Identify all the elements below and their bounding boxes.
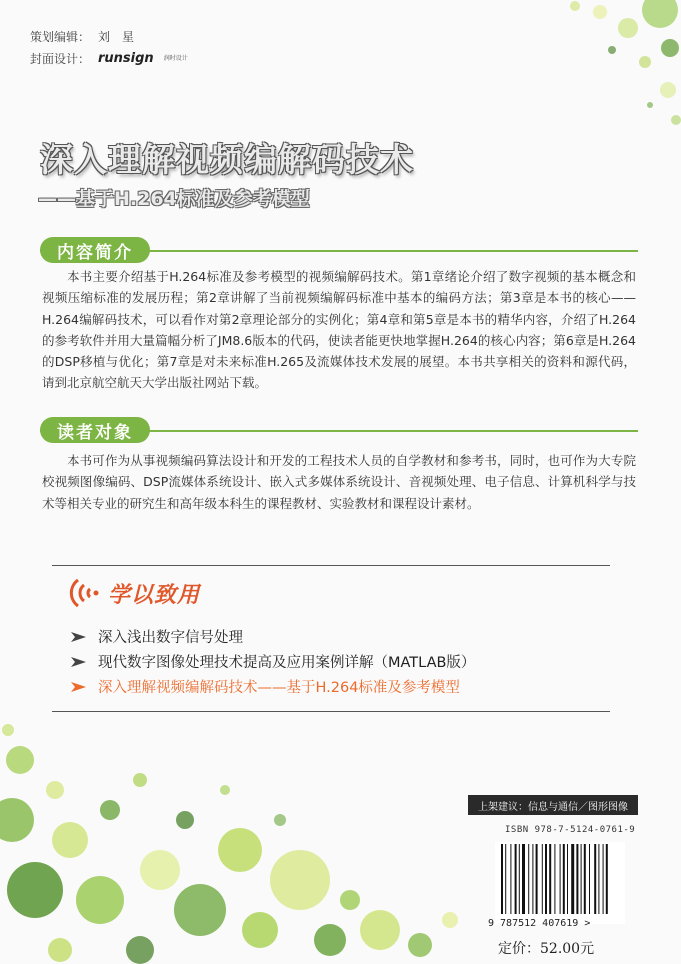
series-item [70,624,475,649]
series-item-label: 深入浅出数字信号处理 [98,630,243,646]
intro-label: 内容简介 [40,237,150,263]
credits [30,26,188,70]
series-item-label: 现代数字图像处理技术提高及应用案例详解（MATLAB版） [98,655,476,671]
book-title: 深入理解视频编解码技术 [40,140,414,179]
series-list [70,624,475,699]
signal-waves-icon [64,576,102,610]
series-item-label: 深入理解视频编解码技术——基于H.264标准及参考模型 [98,680,460,696]
audience-label: 读者对象 [40,417,150,443]
designer-logo: runsign [98,51,154,66]
isbn-text: ISBN 978-7-5124-0761-9 [505,825,636,835]
designer-logo-sub: 润时设计 [163,55,188,62]
book-subtitle: ——基于H.264标准及参考模型 [38,188,310,210]
editor-credit [30,26,188,48]
arrow-right-icon [70,681,88,693]
editor-name: 刘 星 [98,30,135,44]
designer-label: 封面设计： [30,52,91,66]
series-logo [64,576,200,610]
series-logo-text: 学以致用 [108,582,201,608]
barcode-graphic [495,842,625,918]
series-item-current [70,674,475,699]
arrow-right-icon [70,656,88,668]
series-box [52,565,610,712]
editor-label: 策划编辑： [30,30,91,44]
barcode [495,842,625,924]
arrow-right-icon [70,631,88,643]
series-item [70,649,475,674]
intro-text: 本书主要介绍基于H.264标准及参考模型的视频编解码技术。第1章绪论介绍了数字视频的基本概念和视频压缩标准的发展历程；第2章讲解了当前视频编解码标准中基本的编码方法；第3章是本书的核心——H.264编解码技术，可以看作对第2章理论部分的实例化；第4章和第5章是本书的精华内容，介绍了H.264的参考软件并用大量篇幅分析了JM8.6版本的代码，使读者能更快地掌握H.264的核心内容；第6章是H.264的DSP移植与优化；第7章是对未来标准H.265及流媒体技术发展的展望。本书共享相关的资料和源代码，请到北京航空航天大学出版社网站下载。 [42,269,636,391]
barcode-digits: 9 787512 407619 > [488,918,591,929]
audience-text: 本书可作为从事视频编码算法设计和开发的工程技术人员的自学教材和参考书，同时，也可作为大专院校视频图像编码、DSP流媒体系统设计、嵌入式多媒体系统设计、音视频处理、电子信息、计算机科学与技术等相关专业的研究生和高年级本科生的课程教材、实验教材和课程设计素材。 [42,453,636,511]
top-right-dots [570,0,681,125]
shelf-category: 上架建议：信息与通信／图形图像 [468,795,638,815]
designer-credit [30,48,188,70]
bottom-left-dots [0,724,458,964]
price: 定价：52.00元 [498,941,595,957]
